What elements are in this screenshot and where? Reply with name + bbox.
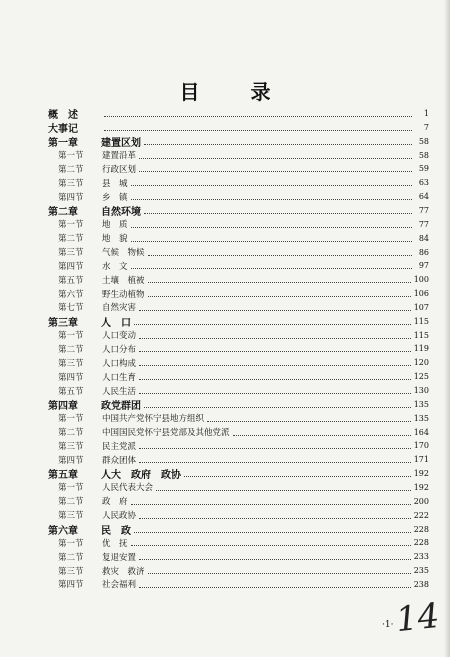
toc-dot-leader	[131, 240, 412, 242]
toc-entry-page: 115	[413, 330, 429, 340]
toc-section-row[interactable]	[48, 384, 429, 397]
toc-entry-page: 115	[413, 316, 429, 326]
toc-section-row[interactable]	[48, 246, 429, 259]
toc-entry-page: 77	[418, 205, 429, 215]
toc-dot-leader	[144, 212, 412, 214]
toc-entry-number: 第二节	[58, 344, 84, 355]
toc-entry-title: 人大 政府 政协	[101, 470, 181, 482]
toc-entry-title: 自然灾害	[102, 303, 137, 314]
toc-entry-number: 第二节	[58, 497, 84, 508]
toc-entry-page: 107	[413, 302, 429, 312]
toc-entry-number: 第四节	[58, 192, 84, 203]
toc-section-row[interactable]	[48, 550, 429, 563]
toc-entry-page: 106	[413, 289, 429, 299]
toc-dot-leader	[134, 531, 411, 533]
toc-entry-title: 土壤 植被	[102, 275, 145, 286]
toc-entry-page: 164	[413, 427, 429, 437]
toc-dot-leader	[131, 503, 411, 505]
toc-entry-page: 59	[418, 164, 429, 174]
toc-dot-leader	[144, 406, 411, 408]
toc-entry-number: 第三节	[58, 511, 84, 522]
toc-entry-title: 县 城	[102, 178, 128, 189]
toc-entry-number: 第二节	[58, 164, 84, 175]
toc-entry-page: 120	[413, 358, 429, 368]
toc-chapter-row[interactable]	[48, 204, 429, 217]
toc-chapter-row[interactable]	[48, 523, 429, 536]
toc-entry-title: 政党群团	[101, 400, 141, 412]
toc-section-row[interactable]	[48, 426, 429, 439]
toc-entry-number: 第一节	[58, 331, 84, 342]
toc-entry-title: 人民代表大会	[102, 483, 154, 494]
toc-dot-leader	[139, 461, 411, 463]
toc-entry-page: 171	[413, 455, 429, 465]
toc-section-row[interactable]	[48, 342, 429, 355]
toc-chapter-row[interactable]	[48, 107, 429, 120]
toc-entry-page: 228	[413, 538, 429, 548]
toc-entry-title: 自然环境	[101, 206, 141, 218]
toc-dot-leader	[139, 350, 411, 352]
toc-entry-number: 第四节	[58, 261, 84, 272]
toc-entry-title: 乡 镇	[102, 192, 128, 203]
toc-entry-number: 第三节	[58, 358, 84, 369]
toc-section-row[interactable]	[48, 356, 429, 369]
toc-entry-page: 238	[413, 579, 429, 589]
toc-entry-title: 群众团体	[102, 455, 137, 466]
toc-entry-title: 水 文	[102, 261, 128, 272]
toc-section-row[interactable]	[48, 190, 429, 203]
toc-dot-leader	[148, 281, 411, 283]
toc-entry-page: 233	[413, 552, 429, 562]
toc-entry-title: 人 口	[101, 317, 131, 329]
toc-entry-page: 228	[413, 524, 429, 534]
toc-entry-number: 第四节	[58, 455, 84, 466]
toc-entry-number: 第七节	[58, 303, 84, 314]
toc-chapter-row[interactable]	[48, 315, 429, 328]
toc-section-row[interactable]	[48, 301, 429, 314]
page-number: ·1·	[382, 620, 394, 630]
toc-entry-page: 58	[418, 136, 429, 146]
toc-entry-number: 第二节	[58, 234, 84, 245]
toc-entry-page: 77	[418, 219, 429, 229]
toc-dot-leader	[148, 254, 412, 256]
handwritten-page-mark: 14	[394, 595, 442, 641]
toc-entry-number: 第三节	[58, 248, 84, 258]
toc-entry-page: 63	[418, 178, 429, 188]
toc-section-row[interactable]	[48, 149, 429, 162]
toc-dot-leader	[134, 323, 411, 325]
toc-chapter-row[interactable]	[48, 467, 429, 480]
toc-dot-leader	[131, 226, 412, 228]
toc-entry-title: 优 抚	[102, 538, 128, 549]
toc-chapter-row[interactable]	[48, 121, 429, 134]
toc-entry-page: 135	[413, 413, 429, 423]
toc-dot-leader	[139, 586, 411, 588]
toc-dot-leader	[131, 544, 411, 546]
toc-entry-page: 84	[418, 233, 429, 243]
toc-entry-number: 第一节	[58, 414, 84, 425]
toc-dot-leader	[131, 198, 412, 200]
toc-chapter-row[interactable]	[48, 135, 429, 148]
toc-entry-title: 人民生活	[102, 386, 137, 397]
toc-dot-leader	[139, 517, 411, 519]
toc-entry-page: 135	[413, 399, 429, 409]
toc-entry-title: 社会福利	[102, 580, 137, 591]
toc-section-row[interactable]	[48, 453, 429, 466]
toc-section-row[interactable]	[48, 232, 429, 245]
toc-entry-title: 地 貌	[102, 234, 128, 245]
toc-entry-title: 民 政	[101, 525, 131, 537]
toc-entry-title: 复退安置	[102, 552, 137, 563]
toc-entry-title: 政 府	[102, 497, 128, 508]
toc-entry-number: 第六章	[48, 525, 78, 537]
toc-entry-number: 第二章	[48, 206, 78, 218]
toc-entry-page: 7	[423, 122, 429, 132]
toc-entry-number: 第六节	[58, 289, 84, 300]
toc-entry-number: 第一节	[58, 538, 84, 549]
toc-entry-page: 170	[413, 441, 429, 451]
toc-chapter-row[interactable]	[48, 398, 429, 411]
toc-dot-leader	[139, 392, 411, 394]
toc-entry-page: 192	[413, 482, 429, 492]
toc-section-row[interactable]	[48, 370, 429, 383]
toc-entry-title: 行政区划	[102, 164, 137, 175]
toc-section-row[interactable]	[48, 259, 429, 272]
toc-dot-leader	[139, 309, 411, 311]
toc-entry-page: 97	[418, 261, 429, 271]
toc-section-row[interactable]	[48, 329, 429, 342]
toc-entry-number: 第四节	[58, 580, 84, 591]
toc-entry-title: 人口分布	[102, 344, 137, 355]
toc-section-row[interactable]	[48, 481, 429, 494]
toc-entry-title: 民主党派	[102, 441, 137, 452]
toc-dot-leader	[144, 143, 412, 145]
toc-entry-title: 建置区划	[101, 137, 141, 149]
toc-entry-number: 第五章	[48, 470, 78, 482]
toc-entry-number: 第二节	[58, 552, 84, 563]
toc-dot-leader	[139, 364, 411, 366]
toc-entry-title: 中国共产党怀宁县地方组织	[102, 414, 205, 425]
toc-entry-number: 第一节	[58, 483, 84, 494]
toc-entry-title: 地 质	[102, 220, 128, 231]
toc-entry-number: 第四节	[58, 372, 84, 383]
toc-entry-title: 建置沿革	[102, 151, 137, 162]
toc-entry-title: 中国国民党怀宁县党部及其他党派	[102, 428, 230, 439]
toc-entry-number: 大事记	[48, 123, 78, 135]
toc-entry-page: 1	[423, 109, 429, 118]
toc-section-row[interactable]	[48, 439, 429, 452]
toc-entry-title: 救灾 救济	[102, 566, 145, 577]
toc-section-row[interactable]	[48, 412, 429, 425]
toc-dot-leader	[148, 572, 411, 574]
toc-section-row[interactable]	[48, 564, 429, 577]
toc-entry-number: 第二节	[58, 428, 84, 439]
toc-entry-page: 86	[418, 247, 429, 257]
toc-entry-page: 58	[418, 150, 429, 160]
toc-dot-leader	[131, 184, 412, 186]
toc-entry-title: 人民政协	[102, 511, 137, 522]
toc-entry-number: 第一章	[48, 137, 78, 149]
toc-section-row[interactable]	[48, 495, 429, 508]
toc-section-row[interactable]	[48, 578, 429, 591]
toc-dot-leader	[184, 475, 411, 477]
toc-entry-number: 第四章	[48, 400, 78, 412]
toc-entry-page: 64	[418, 192, 429, 202]
toc-section-row[interactable]	[48, 287, 429, 300]
toc-entry-number: 概 述	[48, 110, 78, 121]
toc-entry-title: 野生动植物	[102, 289, 145, 300]
toc-entry-page: 200	[413, 496, 429, 506]
toc-dot-leader	[207, 420, 411, 422]
toc-dot-leader	[139, 558, 411, 560]
toc-section-row[interactable]	[48, 273, 429, 286]
toc-entry-number: 第三节	[58, 441, 84, 452]
toc-dot-leader	[156, 489, 411, 491]
toc-dot-leader	[139, 447, 411, 449]
toc-entry-page: 192	[413, 469, 429, 479]
toc-entry-title: 人口变动	[102, 331, 137, 342]
toc-entry-number: 第五节	[58, 275, 84, 286]
toc-dot-leader	[104, 115, 412, 117]
toc-entry-page: 119	[413, 344, 429, 354]
toc-dot-leader	[139, 157, 412, 159]
toc-section-row[interactable]	[48, 162, 429, 175]
toc-entry-number: 第一节	[58, 151, 84, 162]
toc-entry-title: 气候 物候	[102, 248, 145, 258]
toc-entry-page: 100	[413, 275, 429, 285]
toc-section-row[interactable]	[48, 509, 429, 522]
toc-dot-leader	[139, 337, 411, 339]
toc-entry-page: 235	[413, 566, 429, 576]
toc-dot-leader	[148, 295, 411, 297]
toc-dot-leader	[139, 170, 412, 172]
toc-entry-number: 第一节	[58, 220, 84, 231]
toc-entry-number: 第三节	[58, 178, 84, 189]
toc-entry-title: 人口生育	[102, 372, 137, 383]
toc-entry-page: 125	[413, 372, 429, 382]
toc-entry-number: 第三节	[58, 566, 84, 577]
toc-dot-leader	[131, 267, 412, 269]
toc-dot-leader	[139, 378, 411, 380]
toc-entry-title: 人口构成	[102, 358, 137, 369]
toc-entry-number: 第五节	[58, 386, 84, 397]
toc-entry-number: 第三章	[48, 317, 78, 329]
toc-dot-leader	[104, 129, 412, 131]
page-title: 目 录	[179, 80, 293, 104]
toc-section-row[interactable]	[48, 176, 429, 189]
toc-section-row[interactable]	[48, 536, 429, 549]
toc-dot-leader	[233, 434, 411, 436]
toc-entry-page: 130	[413, 386, 429, 395]
toc-section-row[interactable]	[48, 218, 429, 231]
toc-entry-page: 222	[413, 510, 429, 520]
